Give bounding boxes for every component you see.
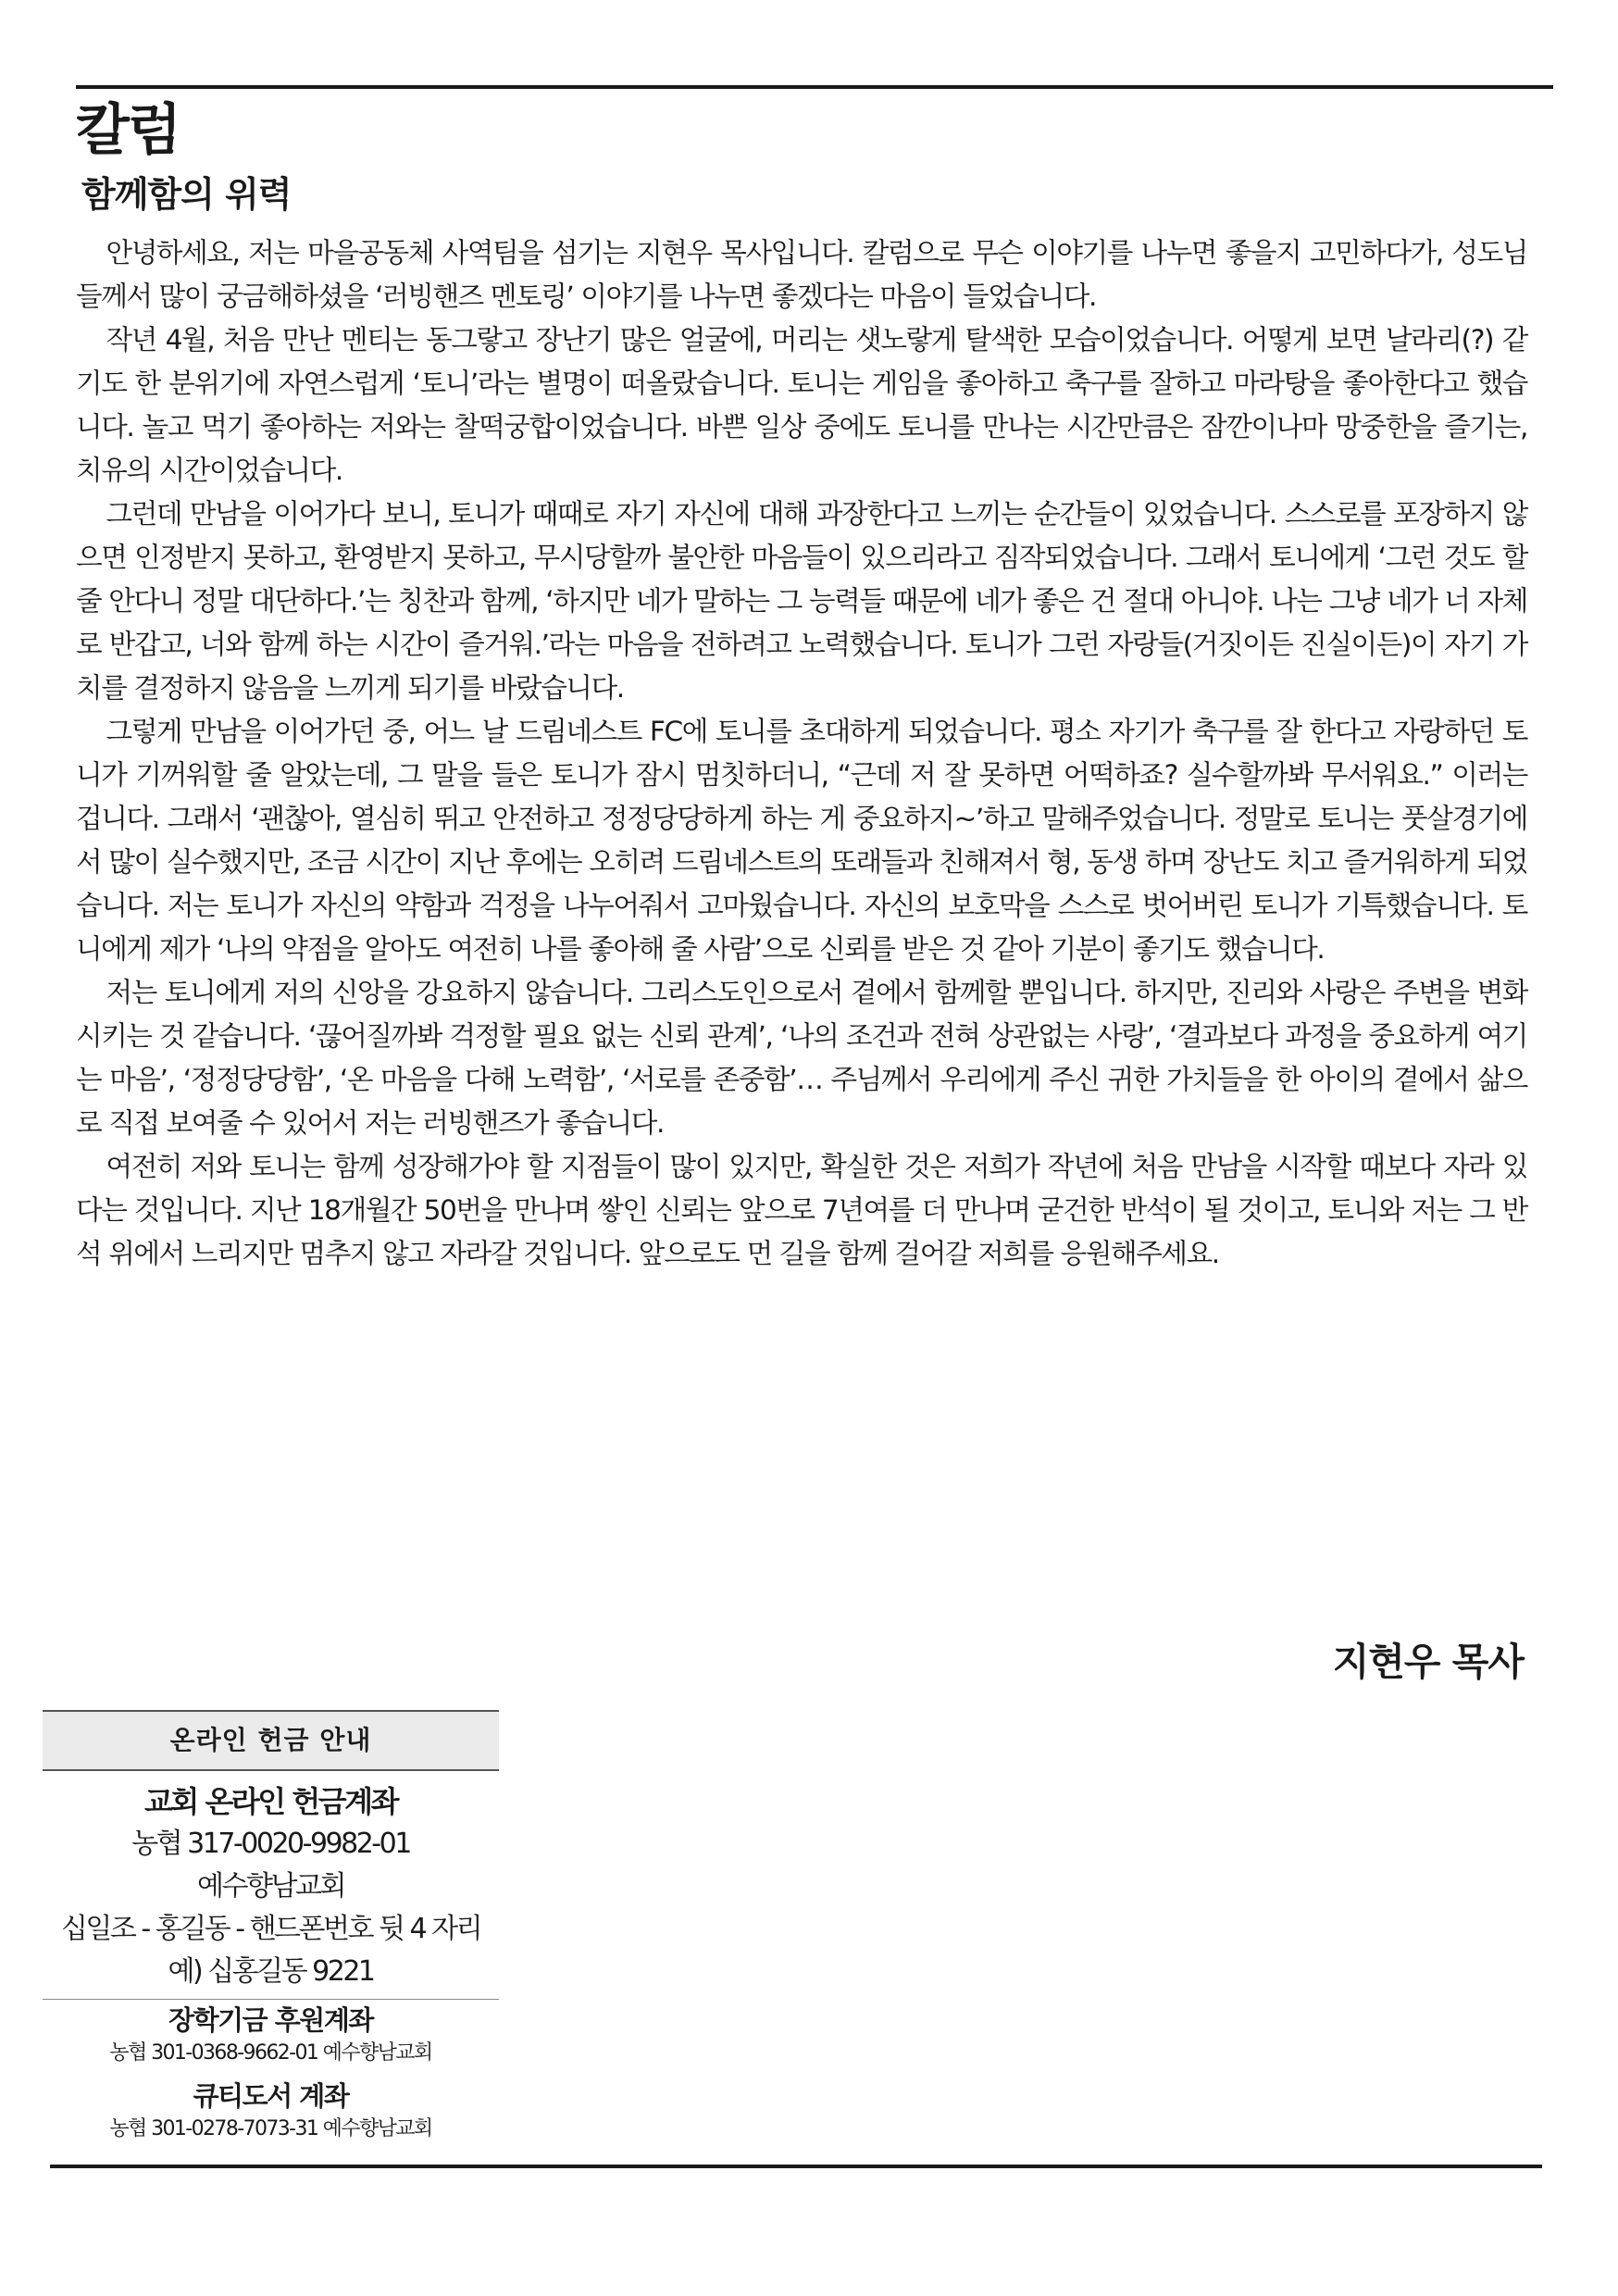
- box-header-rule: [43, 1769, 499, 1771]
- section-title: 칼럼: [76, 98, 180, 163]
- qt-title: 큐티도서 계좌: [193, 2080, 349, 2112]
- bottom-rule: [50, 2165, 1542, 2168]
- online-offering-box: [43, 1710, 499, 2153]
- offering-holder: 예수향남교회: [197, 1870, 344, 1903]
- paragraph: 안녕하세요, 저는 마을공동체 사역팀을 섬기는 지현우 목사입니다. 칼럼으로 무슨 이야기를 나누면 좋을지 고민하다가, 성도님들께서 많이 궁금해하셨을 ‘러빙핸즈 멘토링’ 이야기를 나누면 좋겠다는 마음이 들었습니다.: [76, 237, 1527, 312]
- offering-note: 십일조 - 홍길동 - 핸드폰번호 뒷 4 자리: [60, 1913, 481, 1945]
- top-rule: [76, 85, 1553, 89]
- paragraph: 그런데 만남을 이어가다 보니, 토니가 때때로 자기 자신에 대해 과장한다고 느끼는 순간들이 있었습니다. 스스로를 포장하지 않으면 인정받지 못하고, 환영받지 못하고, 무시당할까 불안한 마음들이 있으리라고 짐작되었습니다. 그래서 토니에게 ‘그런 것도 할 줄 안다니 정말 대단하다.’는 칭찬과 함께, ‘하지만 네가 말하는 그 능력들 때문에 네가 좋은 건 절대 아니야. 나는 그냥 네가 너 자체로 반갑고, 너와 함께 하는 시간이 즐거워.’라는 마음을 전하려고 노력했습니다. 토니가 그런 자랑들(거짓이든 진실이든)이 자기 가치를 결정하지 않음을 느끼게 되기를 바랐습니다.: [76, 498, 1527, 704]
- scholarship-title: 장학기금 후원계좌: [168, 2004, 373, 2036]
- column-body: [76, 231, 1527, 1276]
- paragraph: 여전히 저와 토니는 함께 성장해가야 할 지점들이 많이 있지만, 확실한 것은 저희가 작년에 처음 만남을 시작할 때보다 자라 있다는 것입니다. 지난 18개월간 50번을 만나며 쌓인 신뢰는 앞으로 7년여를 더 만나며 굳건한 반석이 될 것이고, 토니와 저는 그 반석 위에서 느리지만 멈추지 않고 자라갈 것입니다. 앞으로도 먼 길을 함께 걸어갈 저희를 응원해주세요.: [76, 1151, 1527, 1269]
- qt-account: 농협 301-0278-7073-31 예수향남교회: [109, 2117, 432, 2140]
- offering-header: 온라인 헌금 안내: [43, 1712, 499, 1769]
- offering-account: 농협 317-0020-9982-01: [131, 1828, 410, 1860]
- paragraph: 그렇게 만남을 이어가던 중, 어느 날 드림네스트 FC에 토니를 초대하게 되었습니다. 평소 자기가 축구를 잘 한다고 자랑하던 토니가 기꺼워할 줄 알았는데, 그 말을 들은 토니가 잠시 멈칫하더니, “근데 저 잘 못하면 어떡하죠? 실수할까봐 무서워요.” 이러는 겁니다. 그래서 ‘괜찮아, 열심히 뛰고 안전하고 정정당당하게 하는 게 중요하지~’하고 말해주었습니다. 정말로 토니는 풋살경기에서 많이 실수했지만, 조금 시간이 지난 후에는 오히려 드림네스트의 또래들과 친해져서 형, 동생 하며 장난도 치고 즐거워하게 되었습니다. 저는 토니가 자신의 약함과 걱정을 나누어줘서 고마웠습니다. 자신의 보호막을 스스로 벗어버린 토니가 기특했습니다. 토니에게 제가 ‘나의 약점을 알아도 여전히 나를 좋아해 줄 사람’으로 신뢰를 받은 것 같아 기분이 좋기도 했습니다.: [76, 716, 1527, 965]
- column-title: 함께함의 위력: [81, 174, 292, 215]
- offering-example: 예) 십홍길동 9221: [168, 1955, 374, 1988]
- box-divider: [43, 1999, 499, 2000]
- paragraph: 저는 토니에게 저의 신앙을 강요하지 않습니다. 그리스도인으로서 곁에서 함께할 뿐입니다. 하지만, 진리와 사랑은 주변을 변화시키는 것 같습니다. ‘끊어질까봐 걱정할 필요 없는 신뢰 관계’, ‘나의 조건과 전혀 상관없는 사랑’, ‘결과보다 과정을 중요하게 여기는 마음’, ‘정정당당함’, ‘온 마음을 다해 노력함’, ‘서로를 존중함’… 주님께서 우리에게 주신 귀한 가치들을 한 아이의 곁에서 삶으로 직접 보여줄 수 있어서 저는 러빙핸즈가 좋습니다.: [76, 977, 1527, 1139]
- paragraph: 작년 4월, 처음 만난 멘티는 동그랗고 장난기 많은 얼굴에, 머리는 샛노랗게 탈색한 모습이었습니다. 어떻게 보면 날라리(?) 같기도 한 분위기에 자연스럽게 ‘토니’라는 별명이 떠올랐습니다. 토니는 게임을 좋아하고 축구를 잘하고 마라탕을 좋아한다고 했습니다. 놀고 먹기 좋아하는 저와는 찰떡궁합이었습니다. 바쁜 일상 중에도 토니를 만나는 시간만큼은 잠깐이나마 망중한을 즐기는, 치유의 시간이었습니다.: [76, 324, 1527, 486]
- author-signature: 지현우 목사: [1332, 1640, 1524, 1684]
- offering-main-title: 교회 온라인 헌금계좌: [144, 1784, 397, 1819]
- scholarship-account: 농협 301-0368-9662-01 예수향남교회: [109, 2041, 432, 2065]
